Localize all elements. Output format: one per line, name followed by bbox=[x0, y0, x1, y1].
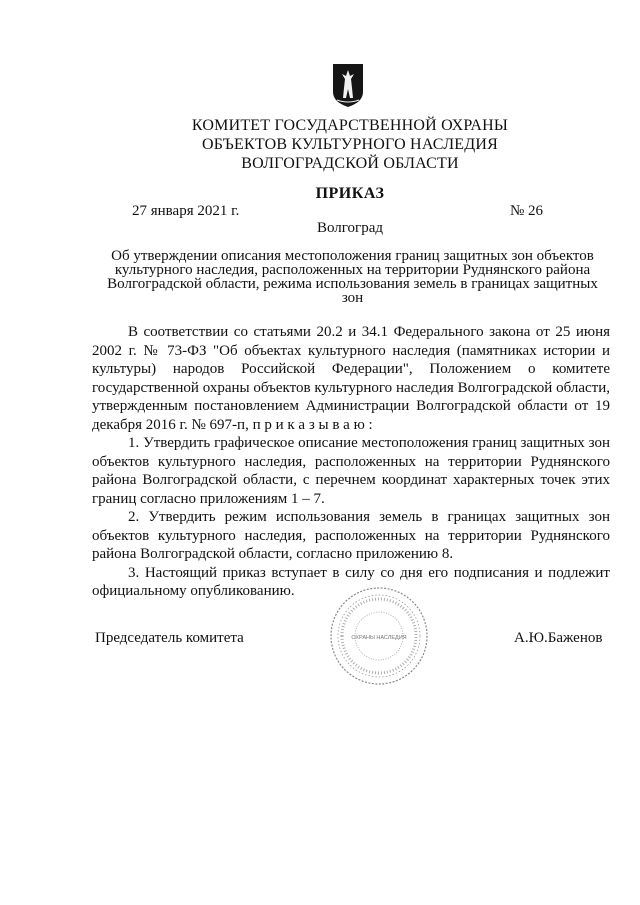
order-number: № 26 bbox=[510, 203, 544, 219]
body-paragraph: 2. Утвердить режим использования земель в границах защитных зон объектов культурного наследия, расположенных на территории Руднянского района Волгоградской области, согласно приложению 8. bbox=[92, 509, 610, 562]
organization-name bbox=[150, 116, 550, 173]
order-body bbox=[92, 323, 610, 601]
order-city: Волгоград bbox=[316, 220, 383, 236]
body-paragraph: 3. Настоящий приказ вступает в силу со дня его подписания и подлежит официальному опубликованию. bbox=[92, 564, 610, 599]
order-date: 27 января 2021 г. bbox=[132, 203, 240, 219]
body-paragraph: В соответствии со статьями 20.2 и 34.1 Федерального закона от 25 июня 2002 г. № 73-ФЗ "Об объектах культурного наследия (памятниках истории и культуры) народов Российской Федерации", Положением о комитете государственной охраны объектов культурного наследия Волгоградской области, утвержденным постановлением Администрации Волгоградской области от 19 декабря 2016 г. № 697-п, п р и к а з ы в а ю : bbox=[92, 324, 610, 433]
signatory-name: А.Ю.Баженов bbox=[514, 630, 603, 646]
stamp-text: ОХРАНЫ НАСЛЕДИЯ bbox=[351, 635, 407, 641]
body-paragraph: 1. Утвердить графическое описание местоположения границ защитных зон объектов культурного наследия, расположенных на территории Руднянского района Волгоградской области, с перечнем координат характерных точек этих границ согласно приложениям 1 – 7. bbox=[92, 435, 610, 507]
volgograd-emblem-icon bbox=[331, 62, 365, 108]
official-stamp-icon bbox=[328, 585, 430, 687]
org-line: ОБЪЕКТОВ КУЛЬТУРНОГО НАСЛЕДИЯ bbox=[201, 136, 499, 153]
org-line: КОМИТЕТ ГОСУДАРСТВЕННОЙ ОХРАНЫ bbox=[191, 117, 509, 134]
order-title: ПРИКАЗ bbox=[315, 185, 385, 202]
order-subject: Об утверждении описания местоположения границ защитных зон объектов культурного наследия, расположенных на территории Руднянского района Волгоградской области, режима использования земель в границах защитных зон bbox=[107, 248, 598, 306]
signatory-role: Председатель комитета bbox=[95, 630, 244, 646]
org-line: ВОЛГОГРАДСКОЙ ОБЛАСТИ bbox=[241, 155, 459, 172]
